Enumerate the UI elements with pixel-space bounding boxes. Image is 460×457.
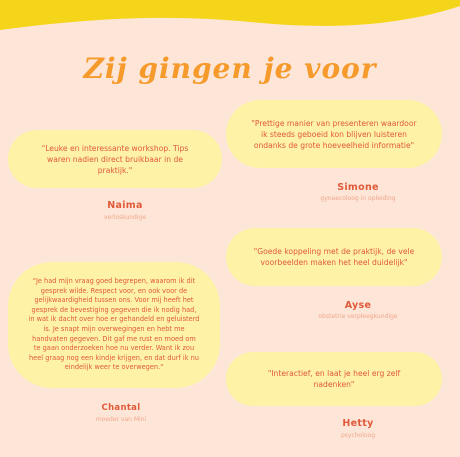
testimonial-name: Hetty (342, 418, 374, 429)
testimonial-name: Simone (337, 182, 379, 193)
testimonial-role: obstetrie verpleegkundige (318, 313, 398, 320)
testimonial-bubble-naima (8, 130, 222, 188)
testimonial-quote: "Goede koppeling met de praktijk, de vele voorbeelden maken het heel duidelijk" (253, 247, 415, 267)
testimonial-quote: "Interactief, en laat je heel erg zelf nadenken" (267, 369, 401, 389)
testimonial-role: moeder van Mini (95, 416, 147, 423)
testimonial-quote: "Je had mijn vraag goed begrepen, waarom ik dit gesprek wilde. Respect voor, en ook voor de gelijkwaardigheid tussen ons. Voor mij heeft het gesprek de bevestiging gegeven die ik nodig had, in wat ik dacht over hoe er gehandeld en geluisterd is. Je snapt mijn overwegingen en hebt me handvaten gegeven. Dit gaf me rust en moed om te gaan onderzoeken hoe nu verder. Want ik zou heel graag nog een kindje krijgen, en dat durf ik nu eindelijk weer te overwegen." (28, 277, 200, 372)
testimonial-role: verloskundige (103, 214, 147, 221)
testimonial-name: Ayse (344, 300, 372, 311)
testimonial-bubble-hetty (226, 352, 442, 406)
testimonial-quote: "Leuke en interessante workshop. Tips waren nadien direct bruikbaar in de praktijk." (41, 143, 189, 175)
testimonial-name: Naima (107, 200, 143, 211)
testimonial-quote: "Prettige manier van presenteren waardoor ik steeds geboeid kon blijven luisteren ondanks de grote hoeveelheid informatie" (251, 118, 417, 150)
decorative-wave (0, 0, 460, 60)
testimonial-role: gynaecoloog in opleiding (320, 195, 396, 202)
page-title: Zij gingen je voor (83, 52, 377, 85)
testimonial-bubble-ayse (226, 228, 442, 286)
testimonial-role: psycholoog (340, 432, 376, 439)
testimonial-bubble-simone (226, 100, 442, 168)
testimonial-bubble-chantal (8, 262, 220, 388)
testimonial-name: Chantal (101, 403, 141, 413)
